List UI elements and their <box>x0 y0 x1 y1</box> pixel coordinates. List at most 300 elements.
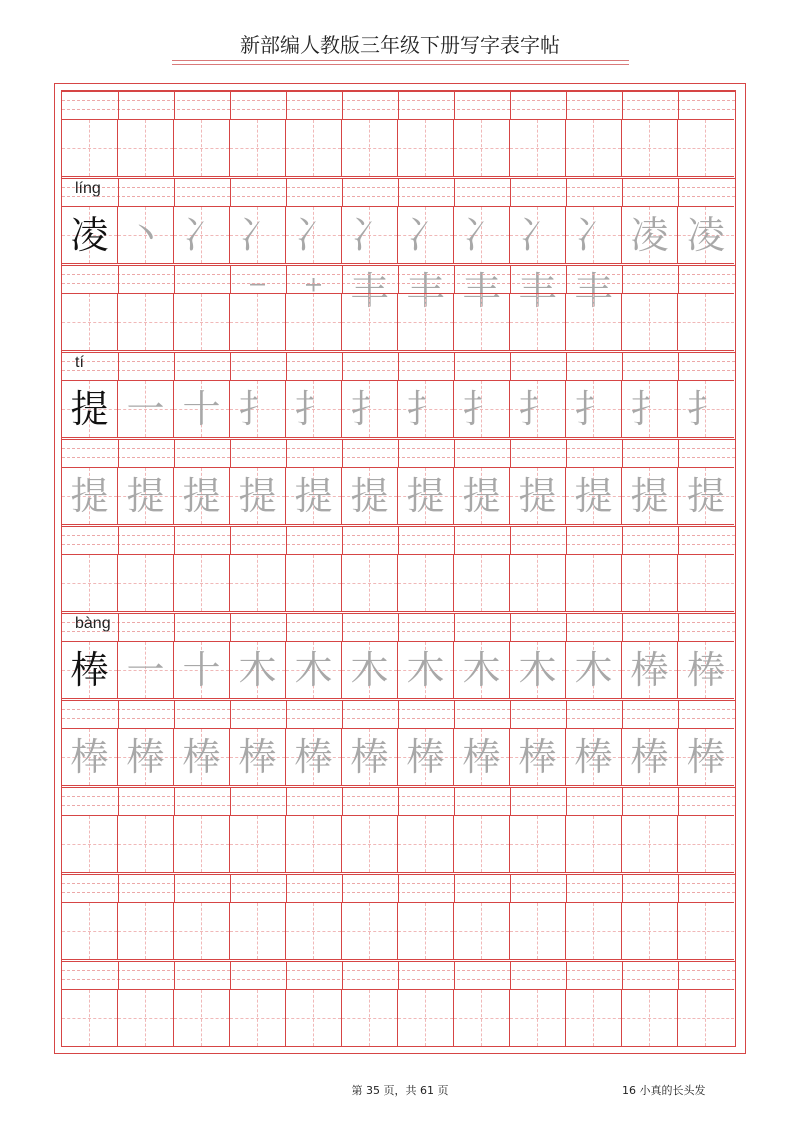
trace-character: 冫 <box>182 213 221 257</box>
trace-character: 木 <box>238 648 277 692</box>
pinyin-column-divider <box>398 439 399 467</box>
pinyin-column-divider <box>454 874 455 902</box>
cell-guide-vertical <box>425 120 426 176</box>
character-cells <box>62 989 735 1047</box>
tianzige-cell <box>566 554 622 612</box>
trace-character: 提 <box>518 474 557 518</box>
trace-character: 棒 <box>686 648 725 692</box>
cell-guide-vertical <box>425 903 426 959</box>
trace-character: 扌 <box>630 387 669 431</box>
pinyin-column-divider <box>118 526 119 554</box>
pinyin-band <box>62 961 735 989</box>
tianzige-cell <box>566 380 622 438</box>
pinyin-column-divider <box>174 91 175 119</box>
cell-guide-vertical <box>201 816 202 872</box>
cell-guide-vertical <box>481 555 482 611</box>
tianzige-cell <box>678 119 734 177</box>
trace-character: 棒 <box>126 735 165 779</box>
tianzige-cell <box>454 380 510 438</box>
cell-guide-vertical <box>649 903 650 959</box>
pinyin-column-divider <box>398 526 399 554</box>
cell-guide-vertical <box>257 555 258 611</box>
pinyin-band <box>62 874 735 902</box>
trace-character: 木 <box>518 648 557 692</box>
pinyin-column-divider <box>678 439 679 467</box>
trace-character: 木 <box>406 648 445 692</box>
tianzige-cell <box>230 119 286 177</box>
pinyin-column-divider <box>454 439 455 467</box>
grid-row <box>62 787 735 874</box>
pinyin-column-divider <box>622 874 623 902</box>
pinyin-label: líng <box>75 180 101 197</box>
pinyin-column-divider <box>566 700 567 728</box>
trace-character: 凌 <box>686 213 725 257</box>
pinyin-column-divider <box>566 178 567 206</box>
pinyin-column-divider <box>566 787 567 815</box>
cell-guide-vertical <box>537 903 538 959</box>
cell-guide-vertical <box>313 120 314 176</box>
tianzige-cell <box>118 467 174 525</box>
tianzige-cell <box>342 206 398 313</box>
tianzige-cell <box>510 989 566 1047</box>
pinyin-column-divider <box>174 352 175 380</box>
tianzige-cell <box>454 554 510 612</box>
pinyin-band <box>62 613 735 641</box>
trace-character: 十 <box>182 648 221 692</box>
trace-character: 凌 <box>630 213 669 257</box>
trace-character: 棒 <box>294 735 333 779</box>
model-character: 凌 <box>70 213 109 257</box>
tianzige-cell <box>622 641 678 699</box>
tianzige-cell <box>62 989 118 1047</box>
pinyin-column-divider <box>174 613 175 641</box>
pinyin-column-divider <box>230 178 231 206</box>
cell-guide-vertical <box>593 294 594 350</box>
trace-character: 提 <box>238 474 277 518</box>
tianzige-cell <box>118 641 174 699</box>
grid-row <box>62 352 735 439</box>
pinyin-column-divider <box>230 265 231 293</box>
cell-guide-vertical <box>481 294 482 350</box>
tianzige-cell <box>454 902 510 960</box>
trace-character: 冫丰 <box>350 213 389 313</box>
pinyin-column-divider <box>510 874 511 902</box>
pinyin-column-divider <box>622 526 623 554</box>
trace-character: 一 <box>126 387 165 431</box>
tianzige-cell <box>230 380 286 438</box>
pinyin-band <box>62 787 735 815</box>
tianzige-cell <box>174 467 230 525</box>
tianzige-cell <box>398 728 454 786</box>
tianzige-cell <box>286 467 342 525</box>
tianzige-cell <box>118 902 174 960</box>
trace-character: 提 <box>574 474 613 518</box>
pinyin-column-divider <box>678 265 679 293</box>
cell-guide-vertical <box>481 120 482 176</box>
pinyin-column-divider <box>118 91 119 119</box>
pinyin-column-divider <box>622 613 623 641</box>
cell-guide-vertical <box>649 555 650 611</box>
pinyin-column-divider <box>678 178 679 206</box>
cell-guide-vertical <box>593 555 594 611</box>
page-title: 新部编人教版三年级下册写字表字帖 <box>240 33 560 57</box>
tianzige-cell <box>678 554 734 612</box>
cell-guide-vertical <box>145 294 146 350</box>
tianzige-cell <box>622 815 678 873</box>
tianzige-cell <box>566 467 622 525</box>
tianzige-cell <box>678 641 734 699</box>
pinyin-column-divider <box>622 961 623 989</box>
cell-guide-vertical <box>145 555 146 611</box>
pinyin-column-divider <box>118 613 119 641</box>
character-cells <box>62 815 735 873</box>
trace-character: 冫⁻ <box>238 213 277 313</box>
trace-character: 冫⁺ <box>294 213 333 313</box>
tianzige-cell <box>286 728 342 786</box>
pinyin-column-divider <box>454 265 455 293</box>
pinyin-column-divider <box>174 178 175 206</box>
tianzige-cell <box>622 206 678 264</box>
tianzige-cell <box>286 989 342 1047</box>
tianzige-cell <box>622 380 678 438</box>
tianzige-cell <box>118 728 174 786</box>
cell-guide-vertical <box>481 816 482 872</box>
tianzige-cell <box>118 206 174 264</box>
cell-guide-vertical <box>649 990 650 1046</box>
tianzige-cell <box>342 293 398 351</box>
pinyin-column-divider <box>174 439 175 467</box>
trace-character: 扌 <box>406 387 445 431</box>
grid-row <box>62 439 735 526</box>
cell-guide-vertical <box>705 816 706 872</box>
trace-character: 棒 <box>462 735 501 779</box>
pinyin-column-divider <box>454 526 455 554</box>
tianzige-cell <box>342 554 398 612</box>
pinyin-column-divider <box>286 961 287 989</box>
trace-character: 棒 <box>630 648 669 692</box>
tianzige-cell <box>174 380 230 438</box>
cell-guide-vertical <box>369 903 370 959</box>
cell-guide-vertical <box>649 816 650 872</box>
tianzige-cell <box>566 206 622 313</box>
tianzige-cell <box>454 293 510 351</box>
cell-guide-vertical <box>201 120 202 176</box>
trace-character: 扌 <box>350 387 389 431</box>
pinyin-column-divider <box>230 874 231 902</box>
character-cells <box>62 902 735 960</box>
tianzige-cell <box>230 815 286 873</box>
tianzige-cell <box>342 467 398 525</box>
character-cells <box>62 554 735 612</box>
cell-guide-vertical <box>649 294 650 350</box>
tianzige-cell <box>622 902 678 960</box>
pinyin-column-divider <box>342 526 343 554</box>
tianzige-cell <box>286 293 342 351</box>
cell-guide-vertical <box>369 816 370 872</box>
tianzige-cell <box>678 380 734 438</box>
tianzige-cell <box>510 293 566 351</box>
tianzige-cell <box>230 902 286 960</box>
tianzige-cell <box>118 554 174 612</box>
trace-character: 木 <box>294 648 333 692</box>
cell-guide-vertical <box>201 555 202 611</box>
author-credit: 16 小真的长头发 <box>622 1084 706 1097</box>
tianzige-cell <box>62 728 118 786</box>
pinyin-band <box>62 526 735 554</box>
trace-character: 棒 <box>574 735 613 779</box>
trace-character: 棒 <box>406 735 445 779</box>
pinyin-column-divider <box>342 178 343 206</box>
pinyin-column-divider <box>454 352 455 380</box>
pinyin-column-divider <box>454 91 455 119</box>
cell-guide-horizontal <box>678 322 734 323</box>
tianzige-cell <box>342 380 398 438</box>
tianzige-cell <box>286 554 342 612</box>
tianzige-cell <box>286 815 342 873</box>
tianzige-cell <box>62 467 118 525</box>
model-character: 提 <box>70 387 109 431</box>
tianzige-cell <box>398 380 454 438</box>
pinyin-band <box>62 352 735 380</box>
tianzige-cell <box>286 206 342 313</box>
tianzige-cell <box>566 293 622 351</box>
tianzige-cell <box>62 119 118 177</box>
tianzige-cell <box>622 119 678 177</box>
tianzige-cell <box>454 989 510 1047</box>
tianzige-cell <box>566 902 622 960</box>
trace-character: 提 <box>126 474 165 518</box>
trace-character: 扌 <box>294 387 333 431</box>
tianzige-cell <box>510 554 566 612</box>
trace-character: 一 <box>126 648 165 692</box>
tianzige-cell <box>454 206 510 313</box>
tianzige-cell <box>174 554 230 612</box>
pinyin-column-divider <box>566 526 567 554</box>
pinyin-column-divider <box>118 439 119 467</box>
cell-guide-vertical <box>425 555 426 611</box>
pinyin-column-divider <box>454 613 455 641</box>
pinyin-column-divider <box>678 700 679 728</box>
pinyin-column-divider <box>398 613 399 641</box>
grid-row <box>62 91 735 178</box>
pinyin-column-divider <box>510 352 511 380</box>
pinyin-column-divider <box>230 526 231 554</box>
character-cells <box>62 293 735 351</box>
trace-character: 棒 <box>630 735 669 779</box>
pinyin-column-divider <box>622 265 623 293</box>
pinyin-column-divider <box>286 178 287 206</box>
cell-guide-vertical <box>145 903 146 959</box>
tianzige-cell <box>398 815 454 873</box>
pinyin-band <box>62 700 735 728</box>
pinyin-column-divider <box>510 613 511 641</box>
trace-character: 丶 <box>126 213 165 257</box>
pinyin-column-divider <box>118 787 119 815</box>
tianzige-cell <box>118 380 174 438</box>
pinyin-column-divider <box>286 526 287 554</box>
trace-character: 冫丰 <box>462 213 501 313</box>
cell-guide-vertical <box>481 990 482 1046</box>
cell-guide-vertical <box>537 990 538 1046</box>
pinyin-column-divider <box>510 787 511 815</box>
trace-character: 冫丰 <box>406 213 445 313</box>
pinyin-column-divider <box>174 787 175 815</box>
grid-row <box>62 178 735 313</box>
character-cells <box>62 206 735 313</box>
cell-guide-vertical <box>313 816 314 872</box>
pinyin-column-divider <box>566 352 567 380</box>
pinyin-column-divider <box>286 439 287 467</box>
pinyin-column-divider <box>398 178 399 206</box>
pinyin-column-divider <box>398 352 399 380</box>
pinyin-column-divider <box>454 700 455 728</box>
tianzige-cell <box>230 641 286 699</box>
trace-character: 提 <box>462 474 501 518</box>
cell-guide-vertical <box>593 120 594 176</box>
tianzige-cell <box>174 641 230 699</box>
pinyin-band <box>62 265 735 293</box>
tianzige-cell <box>174 815 230 873</box>
pinyin-column-divider <box>342 613 343 641</box>
tianzige-cell <box>118 293 174 351</box>
trace-character: 提 <box>686 474 725 518</box>
page-number: 第 35 页，共 61 页 <box>351 1084 449 1097</box>
pinyin-column-divider <box>174 265 175 293</box>
pinyin-column-divider <box>566 874 567 902</box>
cell-guide-vertical <box>313 903 314 959</box>
tianzige-cell <box>342 989 398 1047</box>
tianzige-cell <box>566 119 622 177</box>
tianzige-cell <box>678 728 734 786</box>
pinyin-column-divider <box>678 961 679 989</box>
character-cells <box>62 119 735 177</box>
pinyin-column-divider <box>230 961 231 989</box>
pinyin-column-divider <box>398 961 399 989</box>
pinyin-column-divider <box>230 613 231 641</box>
cell-guide-vertical <box>705 294 706 350</box>
tianzige-cell <box>678 467 734 525</box>
pinyin-column-divider <box>286 787 287 815</box>
pinyin-column-divider <box>398 874 399 902</box>
tianzige-cell <box>566 815 622 873</box>
tianzige-cell <box>510 119 566 177</box>
tianzige-cell <box>174 989 230 1047</box>
tianzige-cell <box>678 989 734 1047</box>
trace-character: 棒 <box>182 735 221 779</box>
character-cells <box>62 467 735 525</box>
character-cells <box>62 380 735 438</box>
cell-guide-vertical <box>89 555 90 611</box>
pinyin-column-divider <box>342 787 343 815</box>
tianzige-cell <box>230 467 286 525</box>
tianzige-cell <box>174 902 230 960</box>
pinyin-column-divider <box>454 787 455 815</box>
tianzige-cell <box>174 728 230 786</box>
trace-character: 木 <box>574 648 613 692</box>
tianzige-cell <box>398 293 454 351</box>
model-character: 棒 <box>70 648 109 692</box>
cell-guide-vertical <box>257 120 258 176</box>
pinyin-column-divider <box>230 352 231 380</box>
pinyin-column-divider <box>342 439 343 467</box>
cell-guide-vertical <box>313 294 314 350</box>
pinyin-column-divider <box>510 439 511 467</box>
pinyin-band <box>62 178 735 206</box>
tianzige-cell <box>62 380 118 438</box>
tianzige-cell <box>398 119 454 177</box>
cell-guide-vertical <box>537 120 538 176</box>
pinyin-column-divider <box>678 787 679 815</box>
pinyin-column-divider <box>118 352 119 380</box>
pinyin-column-divider <box>230 91 231 119</box>
cell-guide-vertical <box>201 903 202 959</box>
pinyin-column-divider <box>286 700 287 728</box>
writing-grid <box>61 90 736 1047</box>
tianzige-cell <box>174 293 230 351</box>
title-rule-top <box>172 60 629 61</box>
tianzige-cell <box>622 293 678 351</box>
cell-guide-vertical <box>593 990 594 1046</box>
trace-character: 扌 <box>518 387 557 431</box>
pinyin-column-divider <box>622 787 623 815</box>
pinyin-column-divider <box>510 91 511 119</box>
pinyin-column-divider <box>566 439 567 467</box>
cell-guide-vertical <box>425 816 426 872</box>
tianzige-cell <box>510 467 566 525</box>
cell-guide-horizontal <box>678 1018 734 1019</box>
trace-character: 扌 <box>462 387 501 431</box>
cell-guide-vertical <box>537 555 538 611</box>
pinyin-column-divider <box>622 352 623 380</box>
cell-guide-vertical <box>537 294 538 350</box>
cell-guide-vertical <box>257 903 258 959</box>
cell-guide-vertical <box>201 990 202 1046</box>
pinyin-column-divider <box>342 961 343 989</box>
pinyin-column-divider <box>118 874 119 902</box>
trace-character: 扌 <box>686 387 725 431</box>
tianzige-cell <box>62 815 118 873</box>
tianzige-cell <box>118 119 174 177</box>
trace-character: 棒 <box>238 735 277 779</box>
grid-row <box>62 265 735 352</box>
cell-guide-horizontal <box>678 583 734 584</box>
pinyin-column-divider <box>398 91 399 119</box>
tianzige-cell <box>678 902 734 960</box>
tianzige-cell <box>286 641 342 699</box>
tianzige-cell <box>510 380 566 438</box>
cell-guide-vertical <box>89 990 90 1046</box>
tianzige-cell <box>454 119 510 177</box>
tianzige-cell <box>230 728 286 786</box>
pinyin-column-divider <box>398 265 399 293</box>
cell-guide-vertical <box>425 294 426 350</box>
trace-character: 十 <box>182 387 221 431</box>
trace-character: 扌 <box>574 387 613 431</box>
tianzige-cell <box>230 293 286 351</box>
trace-character: 提 <box>630 474 669 518</box>
tianzige-cell <box>286 380 342 438</box>
tianzige-cell <box>510 815 566 873</box>
cell-guide-horizontal <box>678 844 734 845</box>
cell-guide-vertical <box>257 294 258 350</box>
tianzige-cell <box>62 641 118 699</box>
cell-guide-vertical <box>257 816 258 872</box>
tianzige-cell <box>678 815 734 873</box>
cell-guide-vertical <box>705 990 706 1046</box>
cell-guide-vertical <box>705 903 706 959</box>
grid-row <box>62 700 735 787</box>
cell-guide-vertical <box>145 816 146 872</box>
